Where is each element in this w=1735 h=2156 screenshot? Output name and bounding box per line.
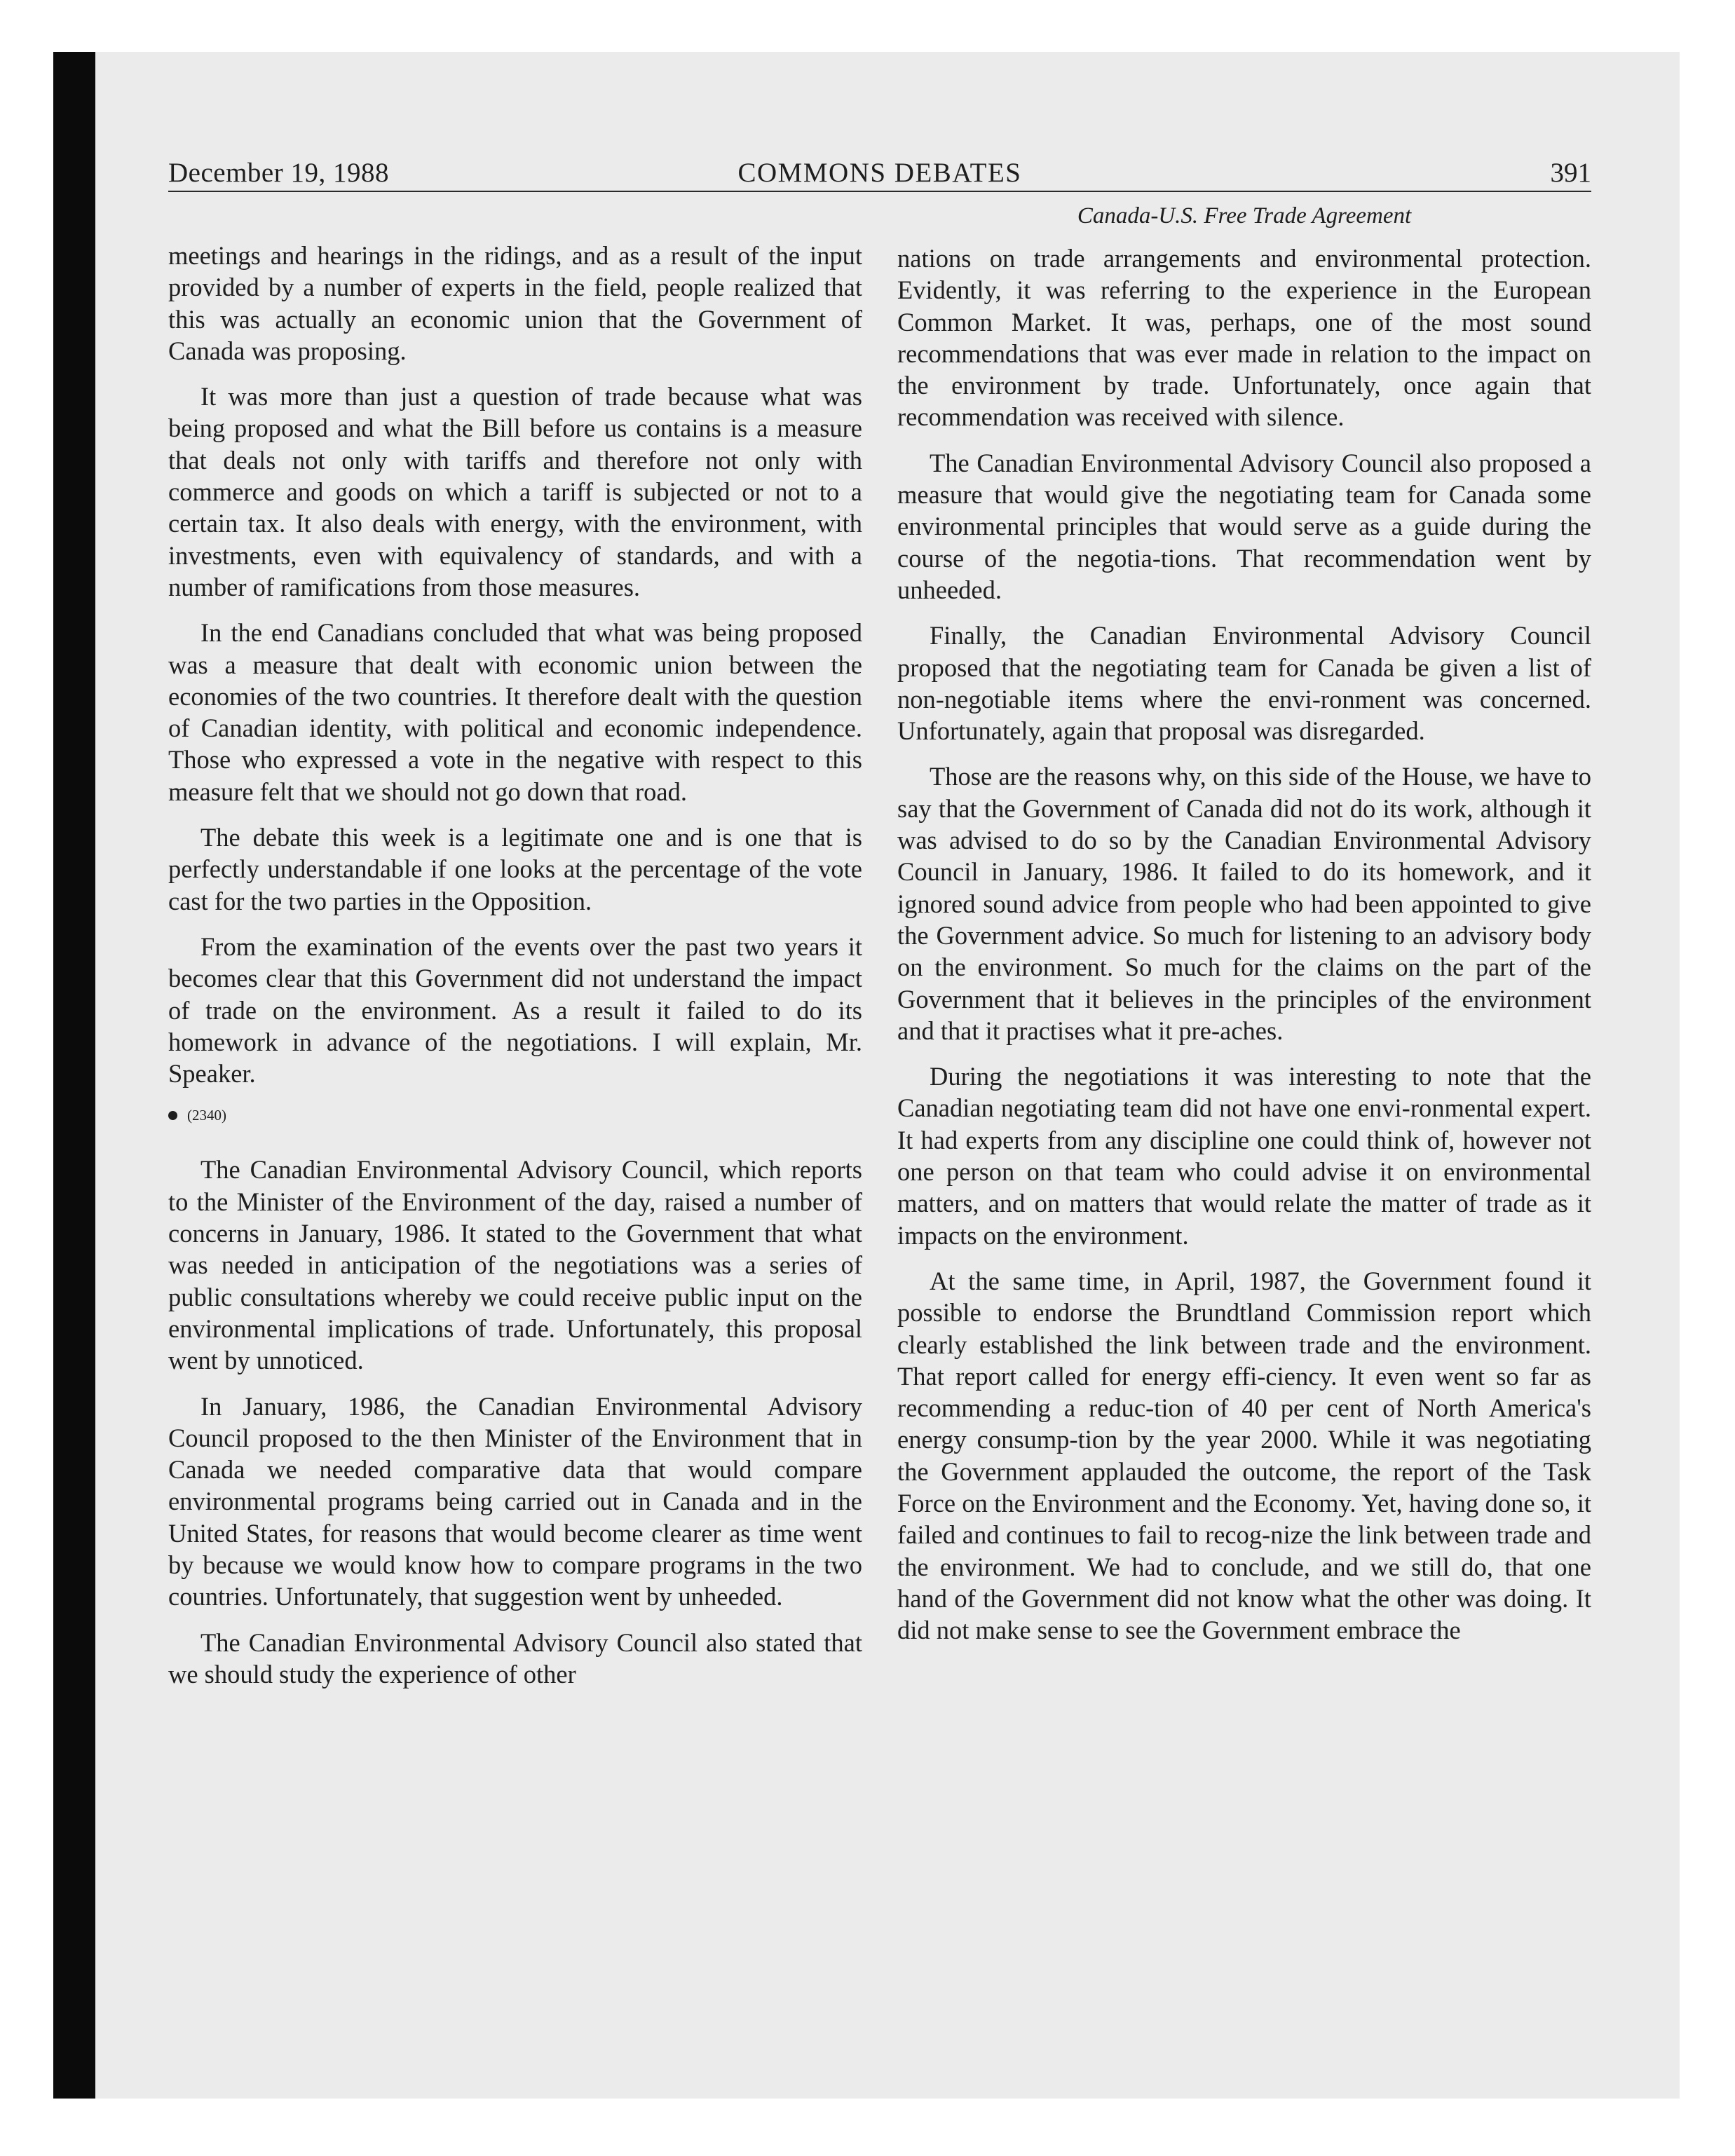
paragraph: Those are the reasons why, on this side of the House, we have to say that the Government of Canada did not do its work, although it was advised to do so by the Canadian Environmental Advisory Council in January, 1986. It failed to do its homework, and it ignored sound advice from people who had been appointed to give the Government advice. So much for listening to an advisory body on the environment. So much for the claims on the part of the Government that it believes in the principles of the environment and that it practises what it pre-aches. <box>897 762 1591 1045</box>
paragraph: nations on trade arrangements and environmental protection. Evidently, it was referring to the experience in the European Common Market. It was, perhaps, one of the most sound recommendations that was ever made in relation to the impact on the environment by trade. Unfortunately, once again that recommendation was received with silence. <box>897 244 1591 432</box>
binding-edge-shadow <box>53 52 95 2099</box>
paragraph: At the same time, in April, 1987, the Government found it possible to endorse the Brundtland Commission report which clearly established the link between trade and the environment. That report called for energy effi-ciency. It even went so far as recommending a reduc-tion of 40 per cent of North America's energy consump-tion by the year 2000. While it was negotiating the Government applauded the outcome, the report of the Task Force on the Environment and the Economy. Yet, having done so, it failed and continues to fail to recog-nize the link between trade and the environment. We had to conclude, and we still do, that one hand of the Government did not know what the other was doing. It did not make sense to see the Government embrace the <box>897 1266 1591 1645</box>
running-header <box>168 150 1591 192</box>
paragraph: The Canadian Environmental Advisory Council also proposed a measure that would give the negotiating team for Canada some environmental principles that would serve as a guide during the course of the negotia-tions. That recommendation went by unheeded. <box>897 448 1591 604</box>
paragraph: During the negotiations it was interesting to note that the Canadian negotiating team did not have one envi-ronmental expert. It had experts from any discipline one could think of, however not one person on that team who could advise it on environmental matters, and on matters that would relate the matter of trade as it impacts on the environment. <box>897 1062 1591 1250</box>
section-subheading: Canada-U.S. Free Trade Agreement <box>1077 203 1412 228</box>
left-column <box>168 240 862 1704</box>
header-page-number: 391 <box>1550 158 1591 188</box>
paragraph: The Canadian Environmental Advisory Council, which reports to the Minister of the Environment of the day, raised a number of concerns in January, 1986. It stated to the Government that what was needed in anticipation of the negotiations was a series of public consultations whereby we could receive public input on the environmental implications of trade. Unfortunately, this proposal went by unnoticed. <box>168 1155 862 1375</box>
header-date: December 19, 1988 <box>168 158 389 188</box>
paragraph: From the examination of the events over the past two years it becomes clear that this Government did not understand the impact of trade on the environment. As a result it failed to do its homework in advance of the negotiations. I will explain, Mr. Speaker. <box>168 932 862 1089</box>
paragraph: In the end Canadians concluded that what was being proposed was a measure that dealt with economic union between the economies of the two countries. It therefore dealt with the question of Canadian identity, with political and economic independence. Those who expressed a vote in the negative with respect to this measure felt that we should not go down that road. <box>168 618 862 806</box>
header-publication: COMMONS DEBATES <box>737 158 1022 188</box>
paragraph: The Canadian Environmental Advisory Council also stated that we should study the experience of other <box>168 1628 862 1688</box>
paragraph: meetings and hearings in the ridings, and as a result of the input provided by a number of experts in the field, people realized that this was actually an economic union that the Government of Canada was proposing. <box>168 241 862 365</box>
bullet-dot-icon <box>168 1111 177 1120</box>
page-content <box>168 150 1591 1688</box>
paragraph: Finally, the Canadian Environmental Advisory Council proposed that the negotiating team for Canada be given a list of non-negotiable items where the envi-ronment was concerned. Unfortunately, again that proposal was disregarded. <box>897 621 1591 746</box>
right-column <box>897 199 1591 1660</box>
paragraph: The debate this week is a legitimate one and is one that is perfectly understandable if one looks at the percentage of the vote cast for the two parties in the Opposition. <box>168 823 862 915</box>
paragraph: It was more than just a question of trade because what was being proposed and what the Bill before us contains is a measure that deals not only with tariffs and therefore not only with commerce and goods on which a tariff is subjected or not to a certain tax. It also deals with energy, with the environment, with investments, even with equivalency of standards, and with a number of ramifications from those measures. <box>168 382 862 601</box>
time-marker <box>168 1103 862 1127</box>
paragraph: In January, 1986, the Canadian Environmental Advisory Council proposed to the then Minister of the Environment that in Canada we needed comparative data that would compare environmental programs being carried out in Canada and in the United States, for reasons that would become clearer as time went by because we would know how to compare programs in the two countries. Unfortunately, that suggestion went by unheeded. <box>168 1391 862 1611</box>
time-marker-text: (2340) <box>187 1107 226 1124</box>
